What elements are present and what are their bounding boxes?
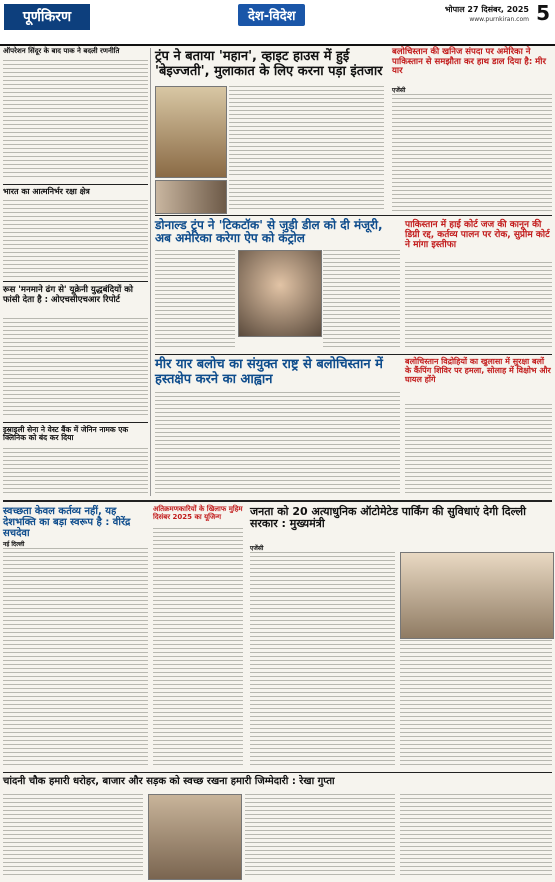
left-column xyxy=(3,48,148,496)
divider xyxy=(3,422,148,423)
baloch-un-headline: मीर यार बलोच का संयुक्त राष्ट्र से बलोचिस्तान में हस्तक्षेप करने का आह्वान xyxy=(155,357,383,387)
left-story-1-headline: ऑपरेशन सिंदूर के बाद पाक ने बदली रणनीति xyxy=(3,47,120,55)
chandni-chowk-body-2 xyxy=(245,794,395,878)
parking-event-photo xyxy=(400,552,554,639)
left-story-4-headline: इस्राइली सेना ने वेस्ट बैंक में जेनिन नामक एक क्लिनिक को बंद कर दिया xyxy=(3,425,129,443)
left-story-2-body xyxy=(3,200,148,278)
baloch-camp-body xyxy=(405,404,552,496)
section-divider xyxy=(3,500,552,502)
baloch-camp-headline: बलोचिस्तान विद्रोहियों का खुलासा में सुरक्षा बलों के कैंपिंग शिविर पर हमला, सोलाह में विक्षोभ और घायल होंगे xyxy=(405,357,551,384)
tiktok-body-right xyxy=(323,250,400,350)
column-divider xyxy=(150,48,151,496)
encroachment-body xyxy=(153,528,243,768)
new-delhi-credit: नई दिल्ली xyxy=(3,541,25,548)
left-story-2-headline: भारत का आत्मनिर्भर रक्षा क्षेत्र xyxy=(3,187,90,196)
section-title: देश-विदेश xyxy=(238,4,305,26)
trump-story-body-2 xyxy=(229,180,384,212)
agency-credit: एजेंसी xyxy=(392,87,406,94)
baloch-minerals-headline: बलोचिस्तान की खनिज संपदा पर अमेरिका ने पाकिस्तान से समझौता कर हाथ डाल दिया है: मीर यार xyxy=(392,47,546,77)
trump-story-headline: ट्रंप ने बताया 'महान', व्हाइट हाउस में हुई 'बेइज्जती', मुलाकात के लिए करना पड़ा इंतजार xyxy=(155,49,383,79)
tiktok-body-left xyxy=(155,250,235,350)
chandni-chowk-photo xyxy=(148,794,242,880)
chandni-chowk-body-3 xyxy=(400,794,552,878)
pak-court-headline: पाकिस्तान में हाई कोर्ट जज की कानून की डिग्री रद्द, कर्तव्य पालन पर रोक, सुप्रीम कोर्ट ने मांगा इस्तीफा xyxy=(405,220,550,251)
pak-court-body xyxy=(405,262,552,350)
parking-body-right xyxy=(400,640,552,768)
cleanliness-headline: स्वच्छता केवल कर्तव्य नहीं, यह देशभक्ति का बड़ा स्वरूप है : वीरेंद्र सचदेवा xyxy=(3,506,131,540)
white-house-photo xyxy=(155,180,227,214)
tiktok-headline: डोनाल्ड ट्रंप ने 'टिकटॉक' से जुड़ी डील को दी मंजूरी, अब अमेरिका करेगा ऐप को कंट्रोल xyxy=(155,218,383,246)
baloch-minerals-body xyxy=(392,94,552,212)
cleanliness-body xyxy=(3,548,148,768)
baloch-un-body xyxy=(155,392,400,496)
divider xyxy=(155,215,552,216)
encroachment-headline: अतिक्रमणकारियों के खिलाफ मुहिम दिसंबर 2025 का यूजिन्ग xyxy=(153,505,243,521)
trump-story-body xyxy=(229,86,384,176)
page-number: 5 xyxy=(536,1,550,25)
masthead xyxy=(0,0,555,46)
chandni-chowk-body-1 xyxy=(3,794,143,878)
parking-headline: जनता को 20 अत्याधुनिक ऑटोमेटेड पार्किंग की सुविधाएं देगी दिल्ली सरकार : मुख्यमंत्री xyxy=(250,505,526,531)
trump-meeting-photo xyxy=(155,86,227,178)
left-story-3-body xyxy=(3,318,148,418)
section-divider xyxy=(3,772,552,773)
website-link[interactable]: www.purnkiran.com xyxy=(469,16,529,23)
left-story-3-headline: रूस 'मनमाने ढंग से' यूक्रेनी युद्धबंदियों को फांसी देता है : ओएचसीएचआर रिपोर्ट xyxy=(3,285,133,305)
edition-date: भोपाल 27 दिसंबर, 2025 xyxy=(444,5,529,14)
divider xyxy=(3,281,148,282)
left-story-1-body xyxy=(3,60,148,180)
divider xyxy=(3,184,148,185)
newspaper-logo: पूर्णकिरण xyxy=(4,4,90,30)
left-story-4-body xyxy=(3,448,148,496)
parking-body-left xyxy=(250,552,395,768)
divider xyxy=(155,354,552,355)
trump-photo xyxy=(238,250,322,337)
chandni-chowk-headline: चांदनी चौक हमारी धरोहर, बाजार और सड़क को स्वच्छ रखना हमारी जिम्मेदारी : रेखा गुप्ता xyxy=(3,776,335,787)
agency-credit: एजेंसी xyxy=(250,545,264,552)
